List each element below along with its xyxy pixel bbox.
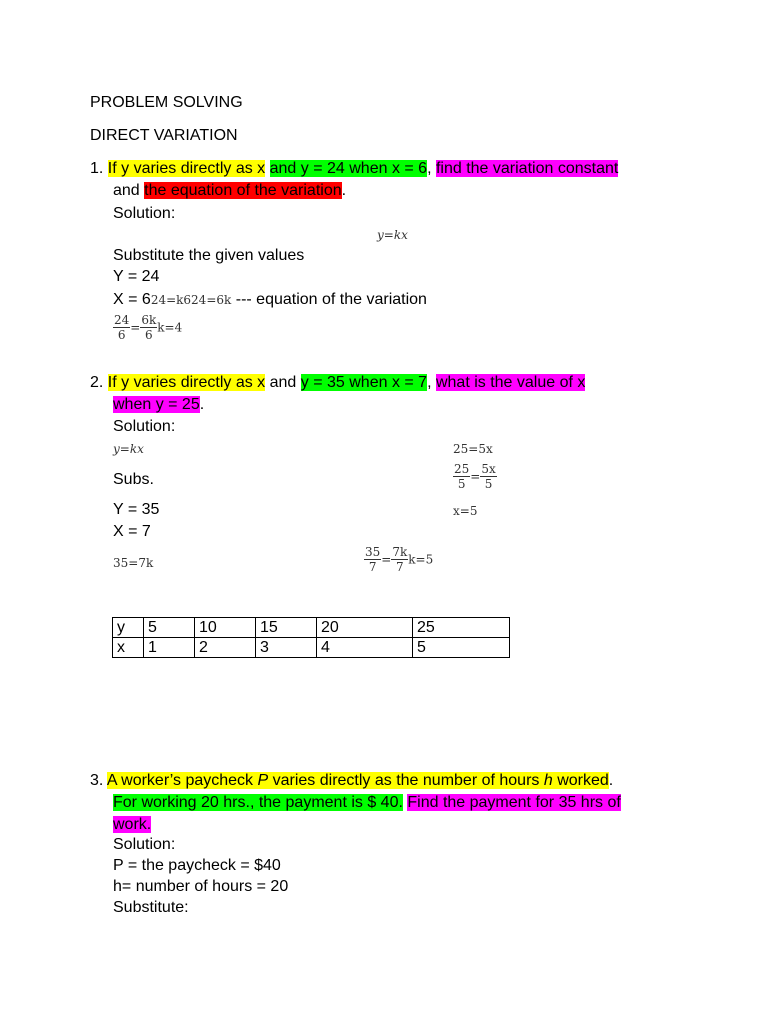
text-line: Y = 24 <box>113 268 160 285</box>
problem-1-line-1: 1. If y varies directly as x and y = 24 when x = 6, find the variation constant <box>90 160 619 177</box>
table-cell: y <box>113 618 144 638</box>
text-line: X = 624=k624=6k --- equation of the variation <box>113 291 427 308</box>
text-line: X = 7 <box>113 523 151 540</box>
heading-direct-variation: DIRECT VARIATION <box>90 127 238 144</box>
table-row <box>113 618 510 638</box>
solution-label: Solution: <box>113 418 176 435</box>
equation: 25=5x <box>453 442 493 456</box>
equation: 35=7k <box>113 556 154 570</box>
heading-problem-solving: PROBLEM SOLVING <box>90 94 243 111</box>
problem-2-line-1: 2. If y varies directly as x and y = 35 when x = 7, what is the value of x <box>90 374 586 391</box>
text-line: Substitute the given values <box>113 247 305 264</box>
problem-3-line-2: For working 20 hrs., the payment is $ 40. Find the payment for 35 hrs of <box>113 794 621 811</box>
problem-1-line-2: and the equation of the variation. <box>113 182 347 199</box>
variation-table <box>112 617 510 658</box>
table-cell: 3 <box>256 638 317 658</box>
fraction-equation: $\frac{35}{7}$ = $\frac{7k}{7}$ k=5 <box>365 545 434 574</box>
text-line: h= number of hours = 20 <box>113 878 289 895</box>
table-cell: 20 <box>317 618 413 638</box>
solution-label: Solution: <box>113 836 176 853</box>
table-row <box>113 638 510 658</box>
text-line: P = the paycheck = $40 <box>113 857 281 874</box>
table-cell: 15 <box>256 618 317 638</box>
problem-2-line-2: when y = 25. <box>113 396 205 413</box>
table-cell: 10 <box>195 618 256 638</box>
problem-3-line-1: 3. A worker’s paycheck P varies directly as the number of hours h worked. <box>90 772 614 789</box>
fraction-equation: $\frac{25}{5}$ = $\frac{5x}{5}$ <box>454 462 496 491</box>
text-line: Substitute: <box>113 899 189 916</box>
table-cell: 4 <box>317 638 413 658</box>
table-cell: x <box>113 638 144 658</box>
equation: x=5 <box>453 504 478 518</box>
table-cell: 5 <box>413 638 510 658</box>
equation: y=kx <box>377 228 408 242</box>
solution-label: Solution: <box>113 205 176 222</box>
problem-3-line-3: work. <box>113 816 152 833</box>
table-cell: 25 <box>413 618 510 638</box>
table-cell: 1 <box>144 638 195 658</box>
fraction-equation: $\frac{24}{6}$ = $\frac{6k}{6}$ k=4 <box>114 313 183 342</box>
text-line: Y = 35 <box>113 501 160 518</box>
text-line: Subs. <box>113 471 154 488</box>
table-cell: 2 <box>195 638 256 658</box>
table-cell: 5 <box>144 618 195 638</box>
equation: y=kx <box>113 442 144 456</box>
